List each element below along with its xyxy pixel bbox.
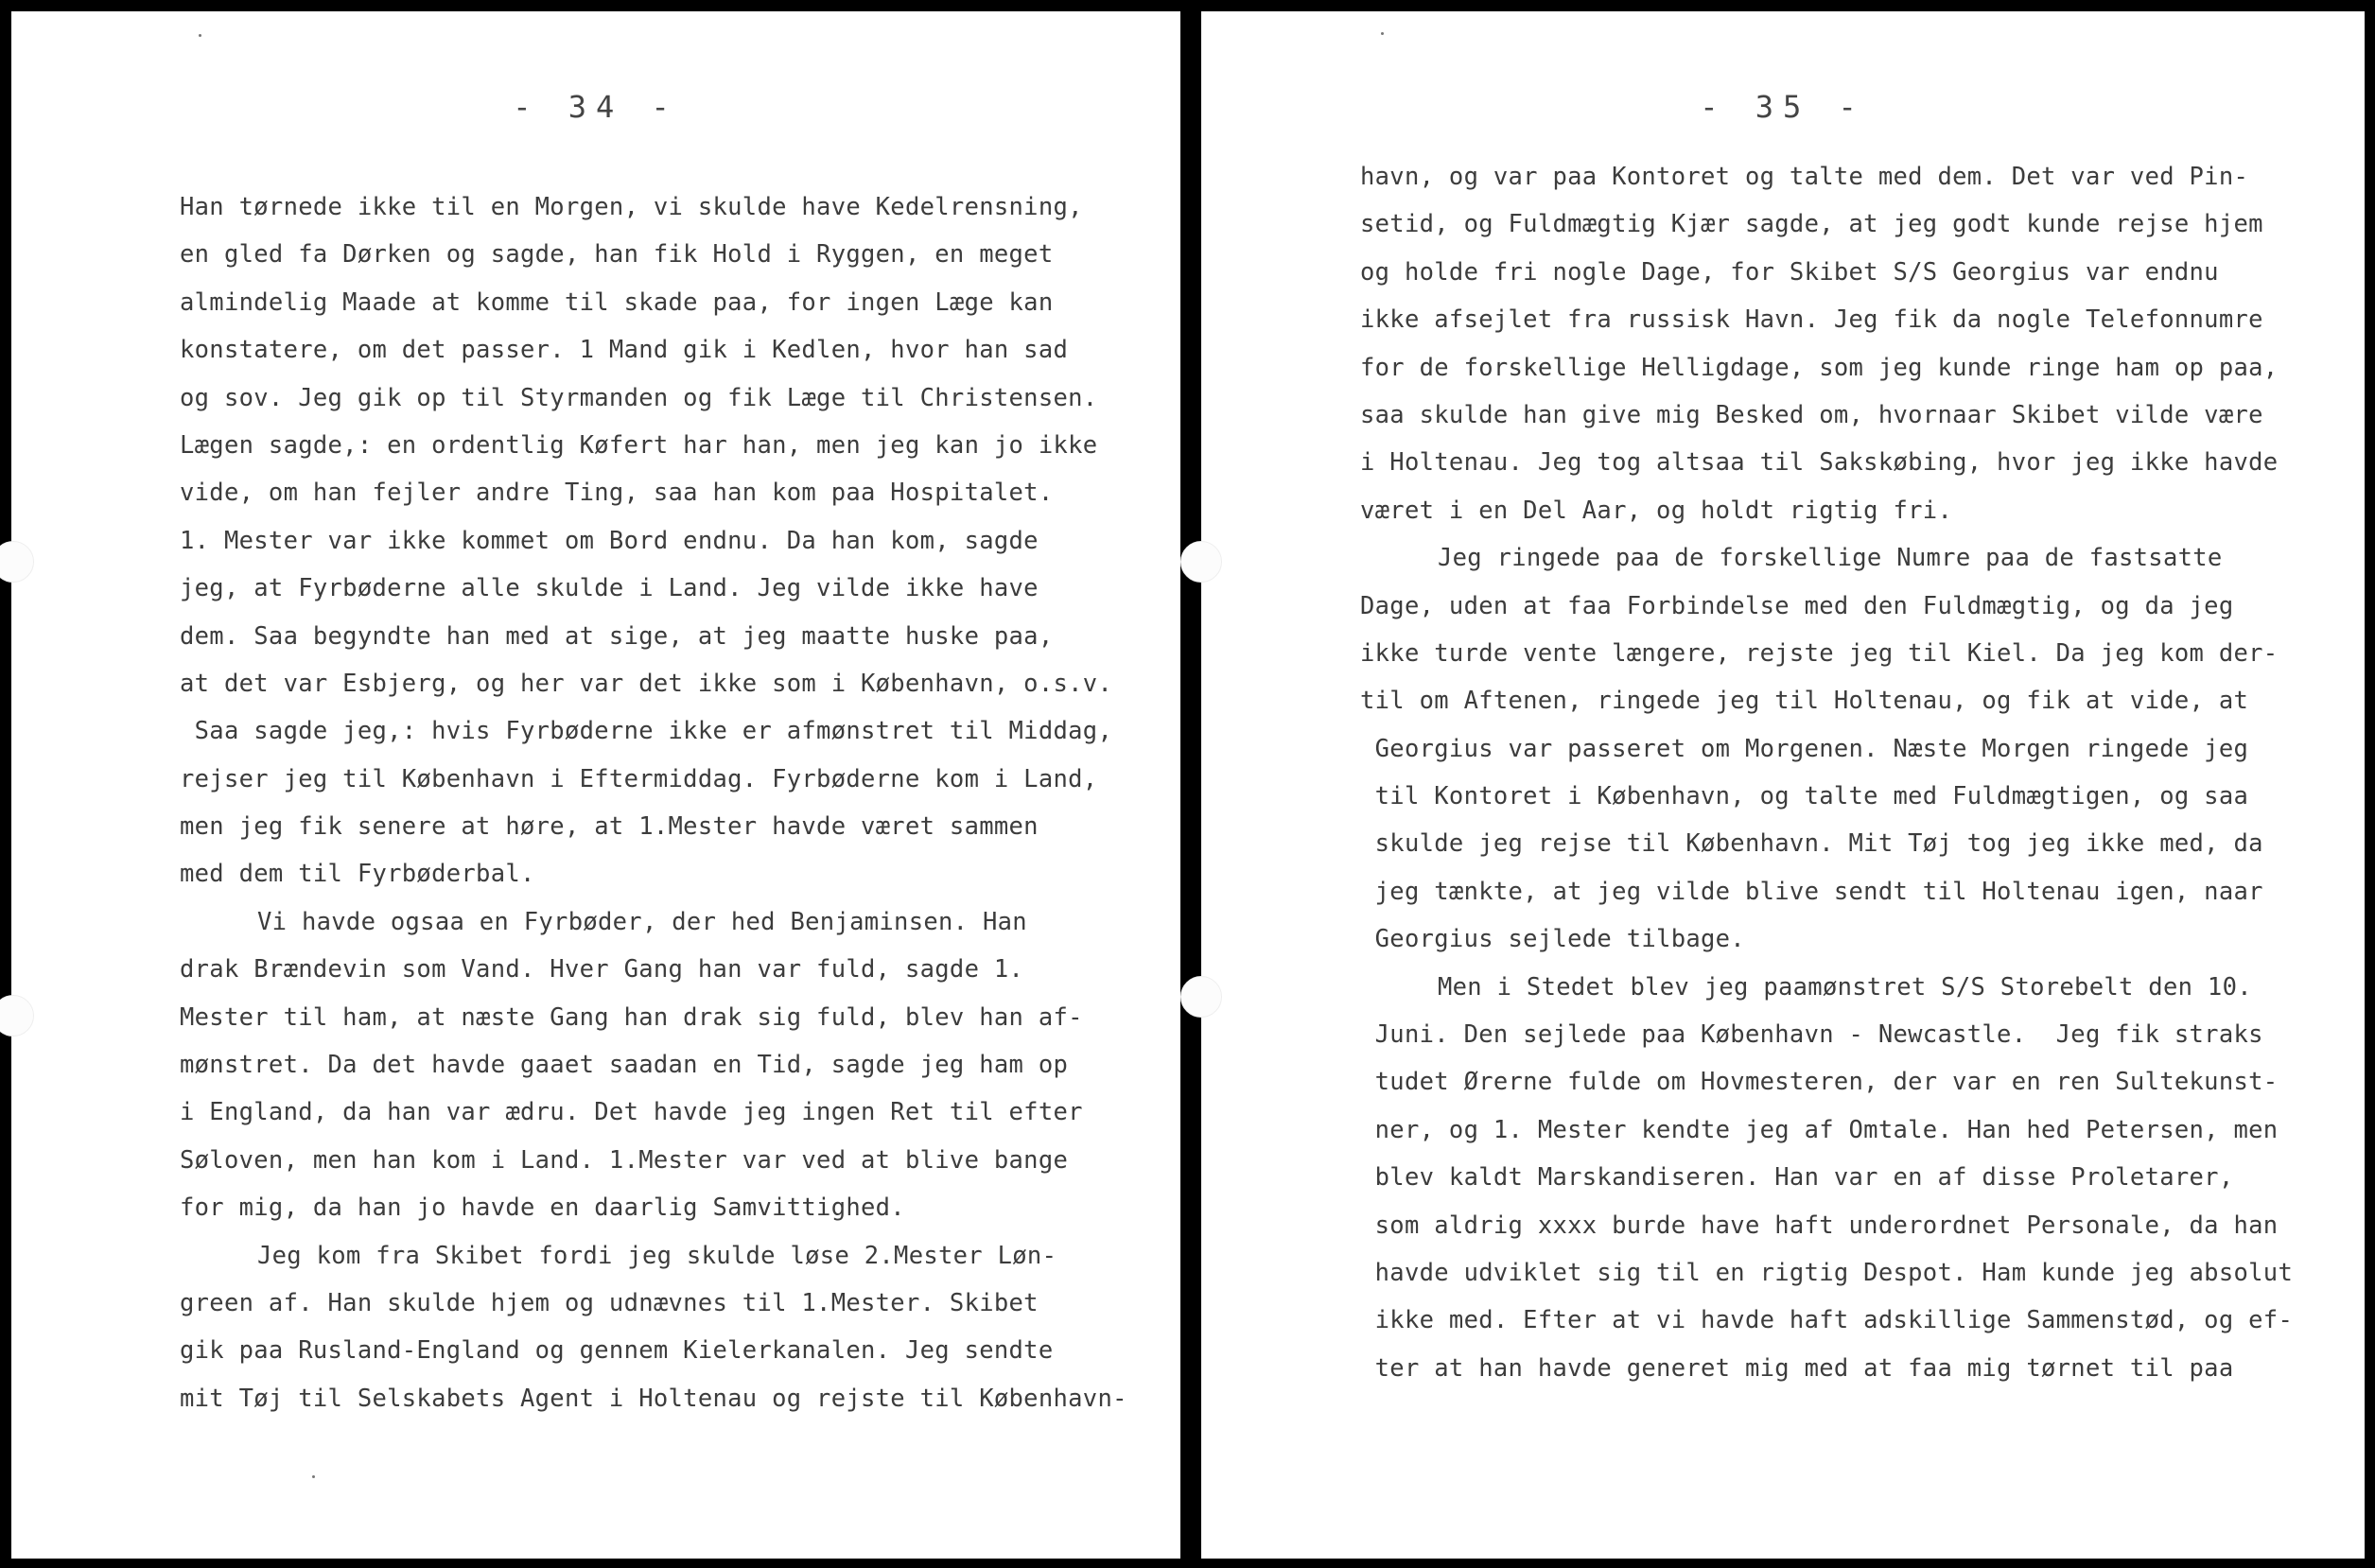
text-line: mønstret. Da det havde gaaet saadan en Tid, sagde jeg ham op: [180, 1051, 1069, 1080]
text-line: i Holtenau. Jeg tog altsaa til Sakskøbing, hvor jeg ikke havde: [1360, 448, 2279, 478]
text-line: ter at han havde generet mig med at faa mig tørnet til paa: [1360, 1353, 2234, 1383]
text-line: i England, da han var ædru. Det havde jeg ingen Ret til efter: [180, 1098, 1083, 1127]
paper-speck: [199, 34, 201, 37]
text-line: konstatere, om det passer. 1 Mand gik i Kedlen, hvor han sad: [180, 336, 1069, 365]
text-line: havde udviklet sig til en rigtig Despot. Ham kunde jeg absolut: [1360, 1258, 2294, 1287]
text-line: Men i Stedet blev jeg paamønstret S/S Storebelt den 10.: [1438, 972, 2252, 1002]
punch-hole-mark: [1180, 541, 1222, 583]
text-line: Jeg ringede paa de forskellige Numre paa de fastsatte: [1438, 544, 2223, 573]
text-line: gik paa Rusland-England og gennem Kielerkanalen. Jeg sendte: [180, 1336, 1054, 1366]
text-line: for mig, da han jo havde en daarlig Samvittighed.: [180, 1193, 905, 1223]
text-line: Han tørnede ikke til en Morgen, vi skulde have Kedelrensning,: [180, 193, 1083, 221]
punch-hole-mark: [0, 995, 34, 1037]
paper-speck: [312, 1475, 315, 1478]
text-line: Mester til ham, at næste Gang han drak sig fuld, blev han af-: [180, 1002, 1083, 1032]
text-line: at det var Esbjerg, og her var det ikke som i København, o.s.v.: [180, 669, 1113, 698]
text-line: setid, og Fuldmægtig Kjær sagde, at jeg godt kunde rejse hjem: [1360, 210, 2263, 239]
text-line: en gled fa Dørken og sagde, han fik Hold i Ryggen, en meget: [180, 240, 1054, 270]
text-line: med dem til Fyrbøderbal.: [180, 860, 535, 889]
text-line: ikke turde vente længere, rejste jeg til Kiel. Da jeg kom der-: [1360, 638, 2279, 668]
text-line: tudet Ørerne fulde om Hovmesteren, der var en ren Sultekunst-: [1360, 1068, 2279, 1097]
text-line: skulde jeg rejse til København. Mit Tøj tog jeg ikke med, da: [1360, 829, 2263, 859]
text-line: jeg tænkte, at jeg vilde blive sendt til Holtenau igen, naar: [1360, 877, 2263, 906]
text-line: Saa sagde jeg,: hvis Fyrbøderne ikke er afmønstret til Middag,: [180, 717, 1113, 746]
text-line: rejser jeg til København i Eftermiddag. Fyrbøderne kom i Land,: [180, 764, 1098, 793]
text-line: ikke med. Efter at vi havde haft adskillige Sammenstød, og ef-: [1360, 1306, 2294, 1335]
text-line: været i en Del Aar, og holdt rigtig fri.: [1360, 496, 1953, 525]
text-line: Vi havde ogsaa en Fyrbøder, der hed Benjaminsen. Han: [257, 907, 1027, 936]
text-line: mit Tøj til Selskabets Agent i Holtenau og rejste til København-: [180, 1384, 1127, 1413]
page-number: - 35 -: [1700, 89, 1866, 125]
text-line: Georgius sejlede tilbage.: [1360, 925, 1745, 954]
text-line: jeg, at Fyrbøderne alle skulde i Land. Jeg vilde ikke have: [180, 574, 1039, 603]
page-body: [1360, 153, 2306, 1392]
text-line: for de forskellige Helligdage, som jeg kunde ringe ham op paa,: [1360, 353, 2279, 382]
punch-hole-mark: [0, 541, 34, 583]
page-body: [180, 183, 1135, 1422]
text-line: ner, og 1. Mester kendte jeg af Omtale. Han hed Petersen, men: [1360, 1115, 2279, 1144]
text-line: drak Brændevin som Vand. Hver Gang han var fuld, sagde 1.: [180, 955, 1024, 984]
text-line: 1. Mester var ikke kommet om Bord endnu. Da han kom, sagde: [180, 526, 1039, 555]
left-page: [11, 11, 1180, 1559]
right-page: [1201, 11, 2365, 1559]
text-line: og holde fri nogle Dage, for Skibet S/S Georgius var endnu: [1360, 257, 2219, 287]
text-line: Juni. Den sejlede paa København - Newcastle. Jeg fik straks: [1360, 1020, 2263, 1050]
text-line: ikke afsejlet fra russisk Havn. Jeg fik da nogle Telefonnumre: [1360, 305, 2263, 335]
text-line: men jeg fik senere at høre, at 1.Mester havde været sammen: [180, 812, 1039, 842]
text-line: Søloven, men han kom i Land. 1.Mester var ved at blive bange: [180, 1145, 1069, 1175]
text-line: og sov. Jeg gik op til Styrmanden og fik Læge til Christensen.: [180, 383, 1098, 412]
text-line: Jeg kom fra Skibet fordi jeg skulde løse 2.Mester Løn-: [257, 1241, 1057, 1270]
punch-hole-mark: [1180, 976, 1222, 1018]
text-line: havn, og var paa Kontoret og talte med dem. Det var ved Pin-: [1360, 163, 2249, 191]
text-line: almindelig Maade at komme til skade paa, for ingen Læge kan: [180, 287, 1054, 317]
text-line: blev kaldt Marskandiseren. Han var en af disse Proletarer,: [1360, 1163, 2234, 1193]
text-line: vide, om han fejler andre Ting, saa han kom paa Hospitalet.: [180, 479, 1054, 508]
text-line: green af. Han skulde hjem og udnævnes til 1.Mester. Skibet: [180, 1288, 1039, 1317]
text-line: Georgius var passeret om Morgenen. Næste Morgen ringede jeg: [1360, 734, 2249, 763]
text-line: Dage, uden at faa Forbindelse med den Fuldmægtig, og da jeg: [1360, 591, 2234, 620]
paper-speck: [1381, 32, 1384, 35]
text-line: til Kontoret i København, og talte med Fuldmægtigen, og saa: [1360, 782, 2249, 811]
text-line: saa skulde han give mig Besked om, hvornaar Skibet vilde være: [1360, 400, 2263, 429]
text-line: som aldrig xxxx burde have haft underordnet Personale, da han: [1360, 1211, 2279, 1240]
text-line: til om Aftenen, ringede jeg til Holtenau, og fik at vide, at: [1360, 687, 2249, 716]
page-number: - 34 -: [513, 89, 679, 125]
text-line: Lægen sagde,: en ordentlig Køfert har han, men jeg kan jo ikke: [180, 430, 1098, 460]
text-line: dem. Saa begyndte han med at sige, at jeg maatte huske paa,: [180, 621, 1054, 651]
